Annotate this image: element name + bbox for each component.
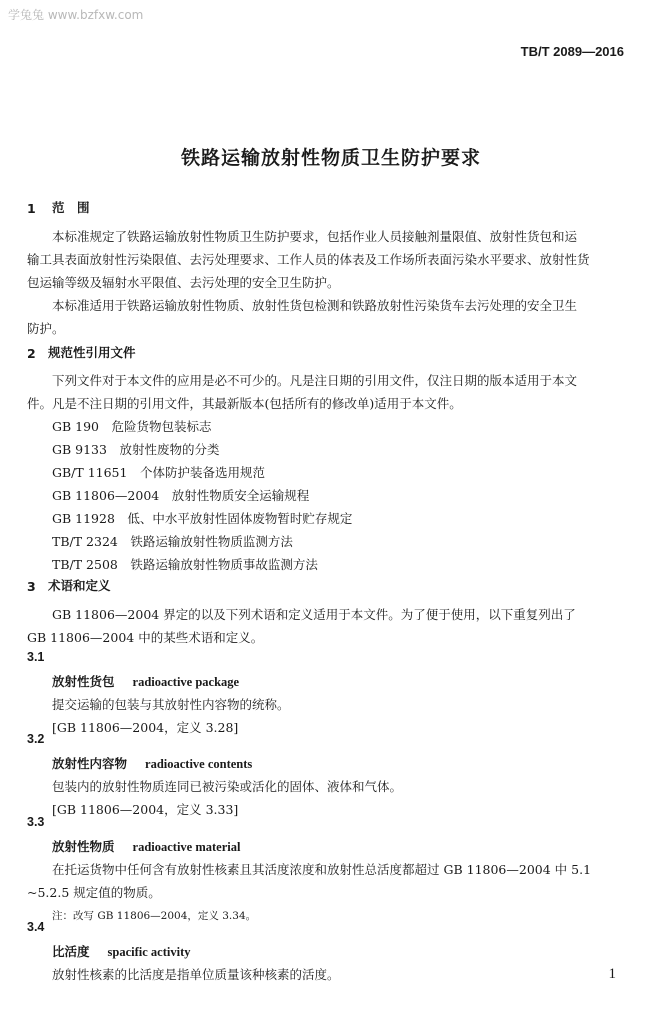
term-definition: 在托运货物中任何含有放射性核素且其活度浓度和放射性总活度都超过 GB 11806—2004 中 5.1: [52, 862, 592, 877]
s3-intro-line: GB 11806—2004 中的某些术语和定义。: [27, 630, 264, 645]
reference-item: TB/T 2324 铁路运输放射性物质监测方法: [52, 534, 293, 549]
reference-item: TB/T 2508 铁路运输放射性物质事故监测方法: [52, 557, 318, 572]
reference-item: GB/T 11651 个体防护装备选用规范: [52, 465, 265, 480]
term-number: 3.2: [27, 732, 45, 746]
section-3-heading: 术语和定义: [48, 578, 111, 593]
term-source: [GB 11806—2004，定义 3.33]: [52, 802, 239, 817]
standard-code: TB/T 2089—2016: [520, 44, 624, 59]
reference-item: GB 9133 放射性废物的分类: [52, 442, 220, 457]
term-definition: 包装内的放射性物质连同已被污染或活化的固体、液体和气体。: [52, 779, 403, 794]
s2-intro-line: 下列文件对于本文件的应用是必不可少的。凡是注日期的引用文件，仅注日期的版本适用于本文: [52, 373, 578, 388]
term-number: 3.4: [27, 920, 45, 934]
term-english: spacific activity: [107, 945, 191, 959]
section-3-number: 3: [27, 579, 36, 594]
section-2-number: 2: [27, 346, 36, 361]
term-number: 3.1: [27, 650, 45, 664]
term-definition: 放射性核素的比活度是指单位质量该种核素的活度。: [52, 967, 340, 982]
term-heading: [52, 756, 252, 772]
reference-item: GB 11806—2004 放射性物质安全运输规程: [52, 488, 310, 503]
term-note: 注：改写 GB 11806—2004，定义 3.34。: [52, 910, 257, 922]
s3-intro-line: GB 11806—2004 界定的以及下列术语和定义适用于本文件。为了便于使用，以下重复列出了: [52, 607, 576, 622]
term-definition: 提交运输的包装与其放射性内容物的统称。: [52, 697, 290, 712]
term-source: [GB 11806—2004，定义 3.28]: [52, 720, 239, 735]
term-definition: ~5.2.5 规定值的物质。: [27, 885, 161, 900]
term-chinese: 放射性物质: [52, 839, 115, 854]
s1-p1-line: 包运输等级及辐射水平限值、去污处理的安全卫生防护。: [27, 275, 340, 290]
term-heading: [52, 674, 239, 690]
term-heading: [52, 839, 240, 855]
s1-p2-line: 防护。: [27, 321, 65, 336]
term-english: radioactive contents: [145, 757, 253, 771]
document-title: 铁路运输放射性物质卫生防护要求: [180, 147, 481, 169]
page-number: 1: [608, 966, 616, 982]
reference-item: GB 190 危险货物包装标志: [52, 419, 212, 434]
term-chinese: 放射性内容物: [52, 756, 128, 771]
s2-intro-line: 件。凡是不注日期的引用文件，其最新版本(包括所有的修改单)适用于本文件。: [27, 396, 462, 411]
s1-p1-line: 输工具表面放射性污染限值、去污处理要求、工作人员的体表及工作场所表面污染水平要求、放射性货: [27, 252, 590, 267]
term-english: radioactive material: [132, 840, 241, 854]
term-chinese: 放射性货包: [52, 674, 115, 689]
watermark-text: 学兔兔 www.bzfxw.com: [8, 8, 144, 22]
reference-item: GB 11928 低、中水平放射性固体废物暂时贮存规定: [52, 511, 353, 526]
term-number: 3.3: [27, 815, 45, 829]
section-2-heading: 规范性引用文件: [48, 345, 136, 360]
section-1-heading: 范 围: [52, 200, 90, 215]
section-1-number: 1: [27, 201, 36, 216]
term-english: radioactive package: [132, 675, 240, 689]
term-chinese: 比活度: [52, 944, 90, 959]
term-heading: [52, 944, 190, 960]
s1-p2-line: 本标准适用于铁路运输放射性物质、放射性货包检测和铁路放射性污染货车去污处理的安全卫生: [52, 298, 578, 313]
s1-p1-line: 本标准规定了铁路运输放射性物质卫生防护要求，包括作业人员接触剂量限值、放射性货包和运: [52, 229, 578, 244]
